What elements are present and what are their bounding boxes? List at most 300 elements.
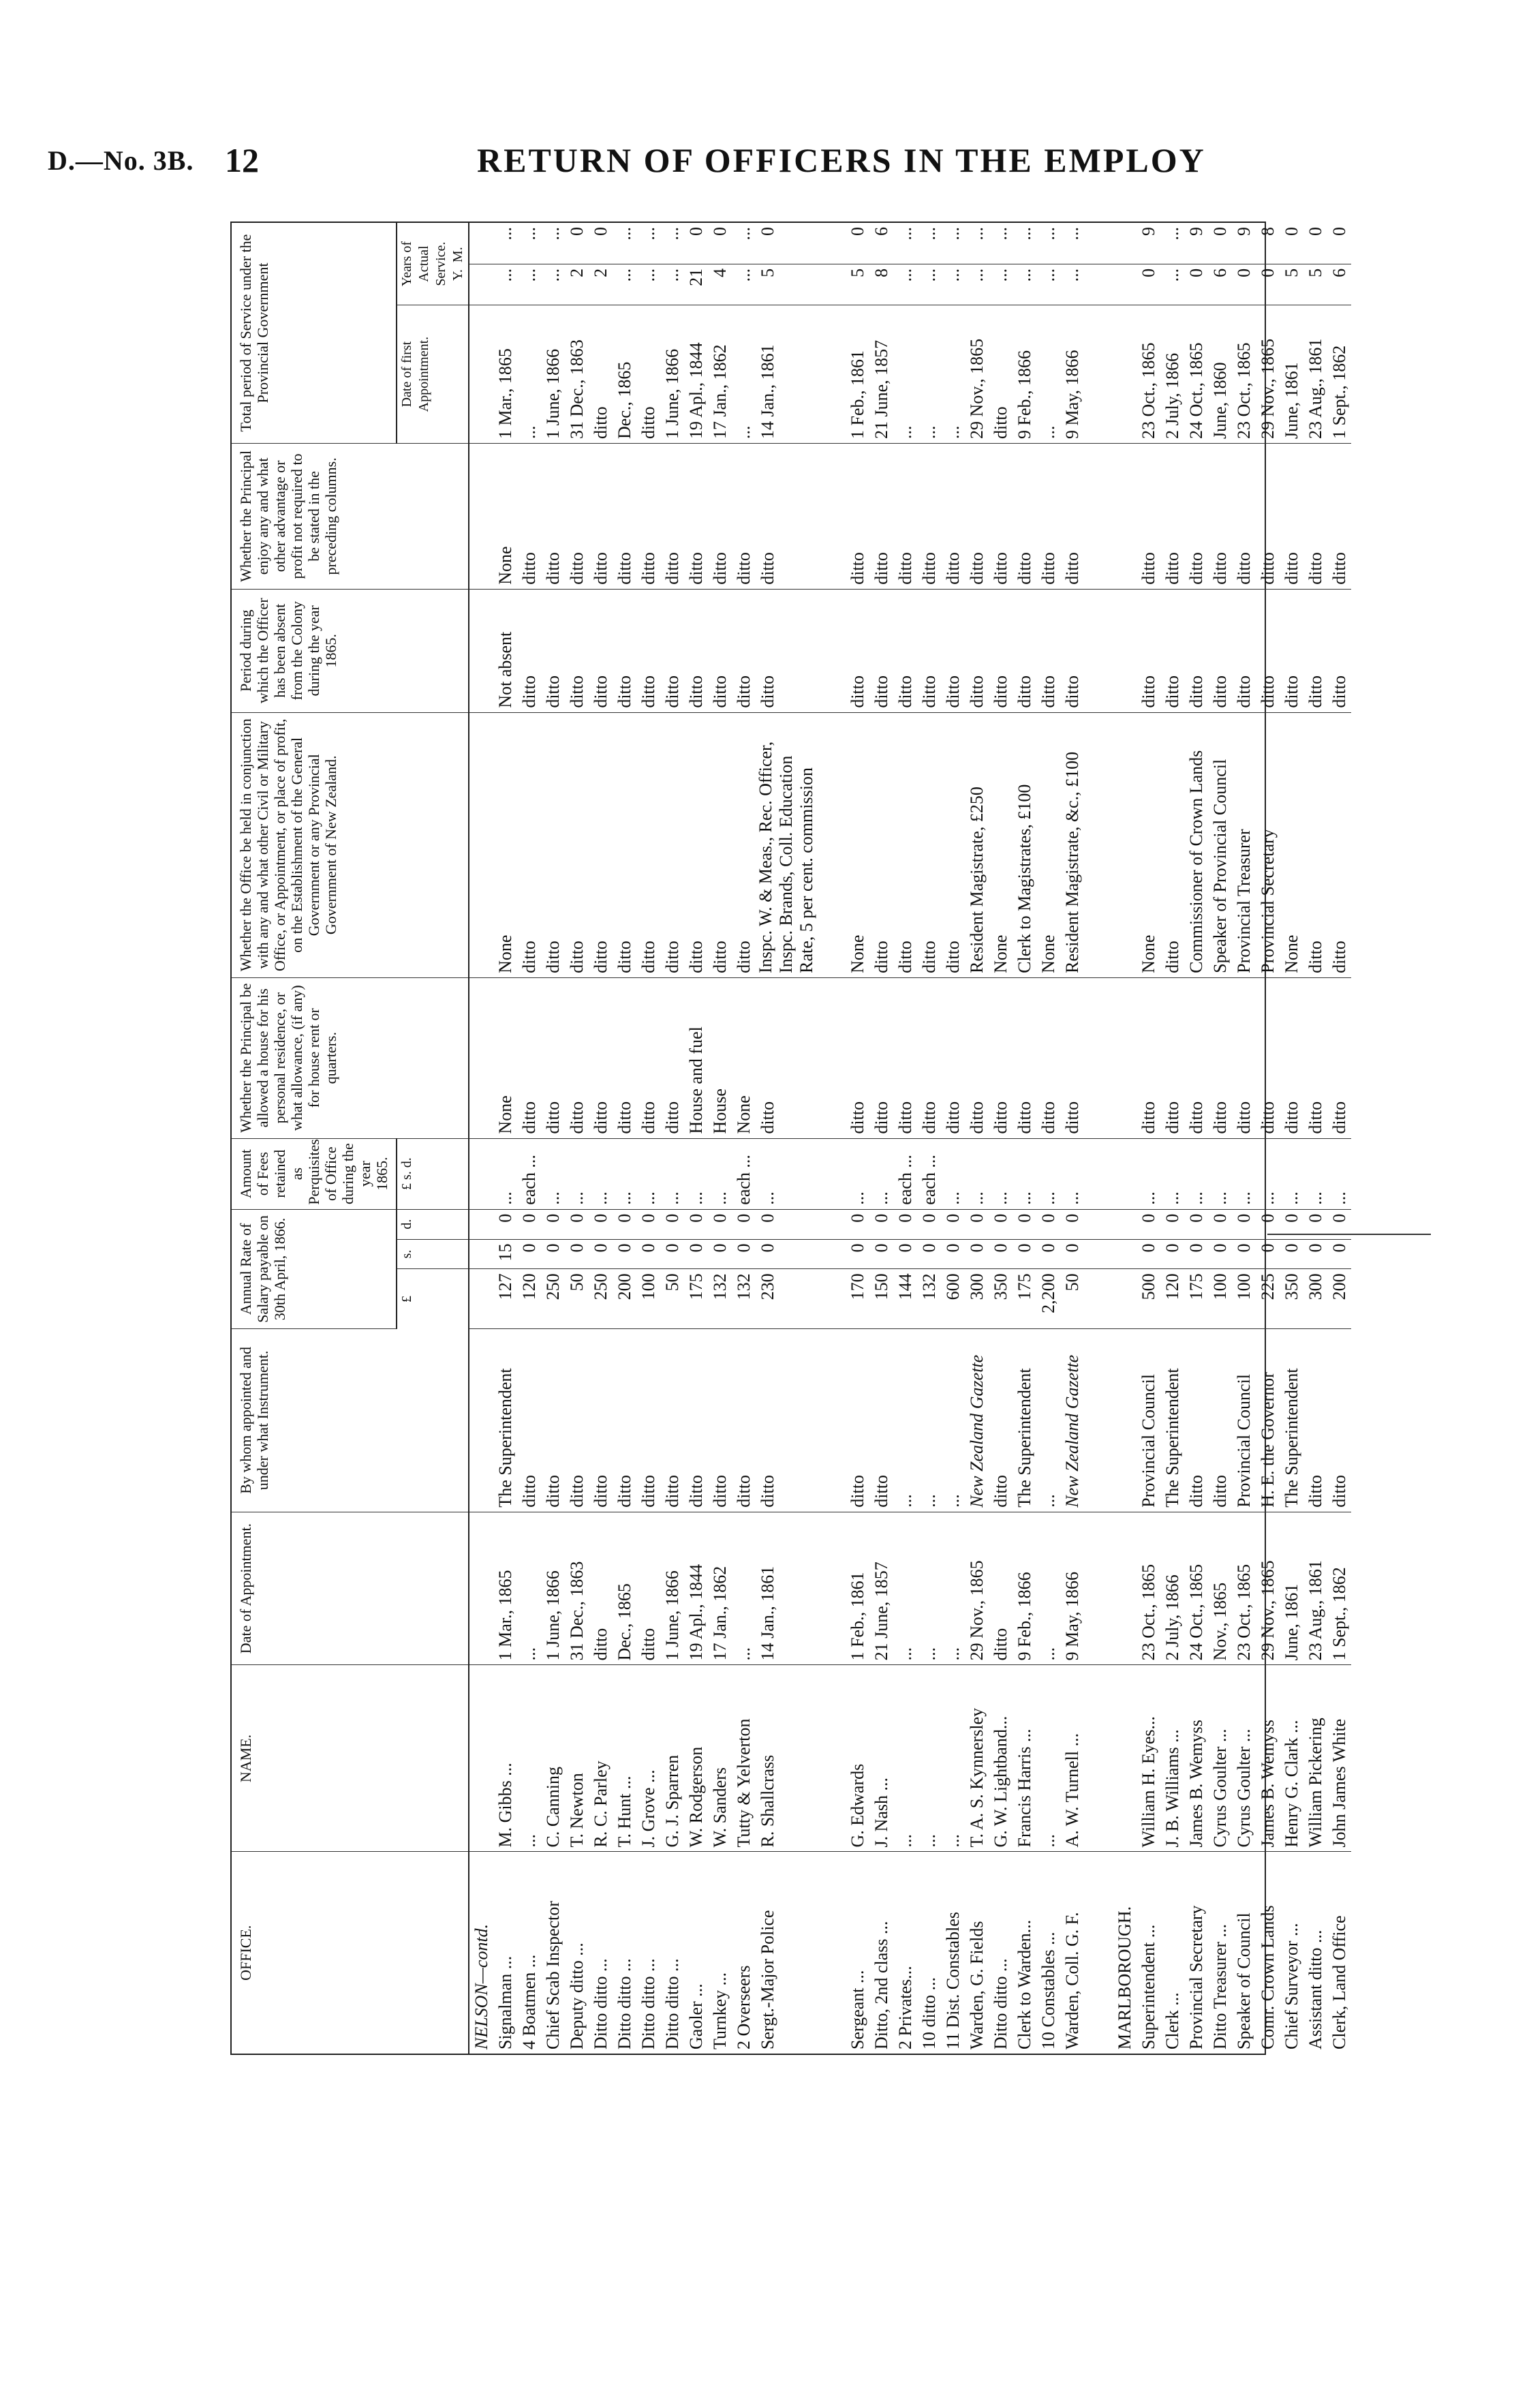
name-cell	[469, 1665, 493, 1852]
advantage-cell: ditto	[1137, 444, 1160, 590]
salary-pounds-cell: 200	[613, 1269, 636, 1329]
absence-cell: ditto	[941, 589, 965, 712]
fees-cell: ...	[660, 1138, 684, 1209]
advantage-cell: ditto	[589, 444, 613, 590]
other-office-cell: ditto	[589, 712, 613, 977]
office-cell: 4 Boatmen ...	[519, 1954, 539, 2049]
advantage-cell	[1113, 444, 1137, 590]
fees-cell: ...	[636, 1138, 660, 1209]
name-cell: G. W. Lightband...	[989, 1665, 1013, 1852]
advantage-cell: None	[493, 444, 517, 590]
office-cell: 10 Constables ...	[1038, 1932, 1058, 2049]
unit-fees: £ s. d.	[397, 1138, 469, 1209]
date-cell: Dec., 1865	[613, 1512, 636, 1665]
house-cell: ditto	[1060, 977, 1084, 1138]
appointed-by-cell: ...	[917, 1329, 941, 1512]
absence-cell: ditto	[1280, 589, 1303, 712]
salary-pence-cell: 0	[1184, 1209, 1208, 1239]
name-cell: William Pickering	[1303, 1665, 1327, 1852]
salary-pence-cell: 0	[846, 1209, 869, 1239]
months-cell: 6	[869, 223, 893, 264]
first-appointment-cell: 21 June, 1857	[869, 305, 893, 444]
salary-pounds-cell: 200	[1327, 1269, 1351, 1329]
years-cell: 2	[589, 264, 613, 305]
other-office-cell: None	[1280, 712, 1303, 977]
table-row	[965, 223, 989, 2054]
office-cell: 10 ditto ...	[919, 1977, 939, 2049]
other-office-cell: ditto	[941, 712, 965, 977]
date-cell: ditto	[989, 1512, 1013, 1665]
fees-cell: ...	[1327, 1138, 1351, 1209]
office-cell: 2 Overseers	[734, 1965, 754, 2049]
house-cell	[469, 977, 493, 1138]
salary-shillings-cell: 0	[517, 1239, 541, 1269]
appointed-by-cell: ditto	[684, 1329, 708, 1512]
salary-pounds-cell: 120	[1160, 1269, 1184, 1329]
name-cell: A. W. Turnell ...	[1060, 1665, 1084, 1852]
absence-cell: ditto	[660, 589, 684, 712]
appointed-by-cell: H. E. the Governor	[1256, 1329, 1280, 1512]
other-office-cell	[1113, 712, 1137, 977]
years-cell	[469, 264, 493, 305]
col-appointed-by: By whom appointed and under what Instrument.	[232, 1329, 469, 1512]
other-office-cell: ditto	[660, 712, 684, 977]
absence-cell: ditto	[636, 589, 660, 712]
advantage-cell: ditto	[660, 444, 684, 590]
table-row	[493, 223, 517, 2054]
salary-pounds-cell: 127	[493, 1269, 517, 1329]
salary-shillings-cell: 0	[989, 1239, 1013, 1269]
months-cell	[817, 223, 846, 264]
appointed-by-cell: The Superintendent	[493, 1329, 517, 1512]
absence-cell: ditto	[1327, 589, 1351, 712]
years-cell: 5	[1280, 264, 1303, 305]
fees-cell: ...	[541, 1138, 565, 1209]
house-cell: ditto	[1256, 977, 1280, 1138]
salary-pounds-cell: 350	[1280, 1269, 1303, 1329]
date-cell: 9 May, 1866	[1060, 1512, 1084, 1665]
office-cell	[1084, 1852, 1113, 2054]
salary-pence-cell: 0	[1060, 1209, 1084, 1239]
office-cell: 11 Dist. Constables	[943, 1912, 963, 2049]
other-office-cell: Speaker of Provincial Council	[1208, 712, 1232, 977]
other-office-cell: None	[1137, 712, 1160, 977]
advantage-cell: ditto	[1013, 444, 1036, 590]
house-cell: ditto	[1327, 977, 1351, 1138]
years-cell: ...	[965, 264, 989, 305]
first-appointment-cell: 17 Jan., 1862	[708, 305, 732, 444]
months-cell: ...	[660, 223, 684, 264]
fees-cell	[469, 1138, 493, 1209]
date-cell: 1 June, 1866	[660, 1512, 684, 1665]
absence-cell: ditto	[1303, 589, 1327, 712]
date-cell: 29 Nov., 1865	[965, 1512, 989, 1665]
name-cell: ...	[893, 1665, 917, 1852]
months-cell: 9	[1137, 223, 1160, 264]
months-cell: ...	[732, 223, 756, 264]
officers-return-table	[230, 222, 1349, 2055]
house-cell: ditto	[756, 977, 817, 1138]
col-salary: Annual Rate of Salary payable on 30th April, 1866.	[232, 1209, 397, 1328]
years-cell: ...	[1160, 264, 1184, 305]
salary-pence-cell: 0	[1303, 1209, 1327, 1239]
advantage-cell: ditto	[1160, 444, 1184, 590]
office-cell: Clerk ...	[1162, 1992, 1182, 2049]
absence-cell: ditto	[893, 589, 917, 712]
months-cell: ...	[893, 223, 917, 264]
table-row	[517, 223, 541, 2054]
first-appointment-cell: 1 June, 1866	[541, 305, 565, 444]
other-office-cell: ditto	[613, 712, 636, 977]
advantage-cell: ditto	[708, 444, 732, 590]
years-cell	[817, 264, 846, 305]
name-cell: J. B. Williams ...	[1160, 1665, 1184, 1852]
salary-pounds-cell: 50	[660, 1269, 684, 1329]
salary-pence-cell	[817, 1209, 846, 1239]
date-cell	[1113, 1512, 1137, 1665]
fees-cell: ...	[965, 1138, 989, 1209]
appointed-by-cell: ditto	[1208, 1329, 1232, 1512]
fees-cell	[1113, 1138, 1137, 1209]
absence-cell: ditto	[989, 589, 1013, 712]
fees-cell: each ...	[893, 1138, 917, 1209]
absence-cell: ditto	[708, 589, 732, 712]
salary-pence-cell: 0	[1327, 1209, 1351, 1239]
years-cell: 0	[1137, 264, 1160, 305]
appointed-by-cell	[1084, 1329, 1113, 1512]
absence-cell: ditto	[613, 589, 636, 712]
absence-cell: ditto	[1256, 589, 1280, 712]
date-cell: 24 Oct., 1865	[1184, 1512, 1208, 1665]
name-cell: John James White	[1327, 1665, 1351, 1852]
date-cell: 31 Dec., 1863	[565, 1512, 589, 1665]
salary-pence-cell: 0	[1208, 1209, 1232, 1239]
name-cell: ...	[1036, 1665, 1060, 1852]
office-cell: Warden, G. Fields	[967, 1921, 987, 2049]
house-cell: ditto	[613, 977, 636, 1138]
date-cell: 23 Oct., 1865	[1232, 1512, 1256, 1665]
other-office-cell: None	[1036, 712, 1060, 977]
table-row	[1303, 223, 1327, 2054]
house-cell: ditto	[1184, 977, 1208, 1138]
document-id: D.—No. 3B.	[48, 145, 194, 176]
appointed-by-cell: ditto	[1303, 1329, 1327, 1512]
salary-pounds-cell: 175	[1013, 1269, 1036, 1329]
other-office-cell: Inspc. W. & Meas., Rec. Officer, Inspc. Brands, Coll. Education Rate, 5 per cent. commission	[756, 712, 817, 977]
advantage-cell: ditto	[869, 444, 893, 590]
salary-pence-cell: 0	[660, 1209, 684, 1239]
first-appointment-cell: 29 Nov., 1865	[965, 305, 989, 444]
months-cell: ...	[1036, 223, 1060, 264]
other-office-cell: Clerk to Magistrates, £100	[1013, 712, 1036, 977]
table-row	[1232, 223, 1256, 2054]
other-office-cell: Resident Magistrate, &c., £100	[1060, 712, 1084, 977]
first-appointment-cell: 19 Apl., 1844	[684, 305, 708, 444]
table-row	[1013, 223, 1036, 2054]
salary-shillings-cell: 0	[1160, 1239, 1184, 1269]
years-cell: ...	[1013, 264, 1036, 305]
advantage-cell: ditto	[1232, 444, 1256, 590]
salary-shillings-cell: 0	[613, 1239, 636, 1269]
fees-cell: each ...	[732, 1138, 756, 1209]
months-cell: 0	[1208, 223, 1232, 264]
appointed-by-cell: New Zealand Gazette	[965, 1329, 989, 1512]
fees-cell	[1084, 1138, 1113, 1209]
other-office-cell	[817, 712, 846, 977]
years-cell: ...	[893, 264, 917, 305]
fees-cell: ...	[989, 1138, 1013, 1209]
absence-cell: ditto	[1060, 589, 1084, 712]
house-cell	[1084, 977, 1113, 1138]
other-office-cell: None	[846, 712, 869, 977]
name-cell: W. Sanders	[708, 1665, 732, 1852]
salary-shillings-cell: 0	[541, 1239, 565, 1269]
salary-shillings-cell	[1084, 1239, 1113, 1269]
advantage-cell	[469, 444, 493, 590]
date-cell: 23 Aug., 1861	[1303, 1512, 1327, 1665]
date-cell: 1 June, 1866	[541, 1512, 565, 1665]
fees-cell: each ...	[917, 1138, 941, 1209]
name-cell: ...	[517, 1665, 541, 1852]
appointed-by-cell: ditto	[846, 1329, 869, 1512]
house-cell: House and fuel	[684, 977, 708, 1138]
salary-shillings-cell: 0	[660, 1239, 684, 1269]
advantage-cell: ditto	[1256, 444, 1280, 590]
office-cell: Ditto ditto ...	[591, 1958, 611, 2049]
appointed-by-cell: The Superintendent	[1160, 1329, 1184, 1512]
years-cell: 8	[869, 264, 893, 305]
salary-shillings-cell: 0	[1327, 1239, 1351, 1269]
salary-pence-cell: 0	[541, 1209, 565, 1239]
fees-cell: ...	[1184, 1138, 1208, 1209]
col-absence: Period during which the Officer has been absent from the Colony during the year 1865.	[232, 589, 469, 712]
appointed-by-cell: New Zealand Gazette	[1060, 1329, 1084, 1512]
absence-cell: ditto	[756, 589, 817, 712]
absence-cell: ditto	[732, 589, 756, 712]
appointed-by-cell: ditto	[989, 1329, 1013, 1512]
months-cell: ...	[517, 223, 541, 264]
salary-pounds-cell	[817, 1269, 846, 1329]
advantage-cell: ditto	[1060, 444, 1084, 590]
months-cell	[1113, 223, 1137, 264]
date-cell: June, 1861	[1280, 1512, 1303, 1665]
house-cell: None	[493, 977, 517, 1138]
years-cell: 5	[846, 264, 869, 305]
first-appointment-cell: ditto	[589, 305, 613, 444]
table-row	[1036, 223, 1060, 2054]
house-cell: ditto	[660, 977, 684, 1138]
col-advantage: Whether the Principal enjoy any and what other advantage or profit not required to be stated in the preceding columns.	[232, 444, 469, 590]
first-appointment-cell: ...	[917, 305, 941, 444]
date-cell: 1 Feb., 1861	[846, 1512, 869, 1665]
name-cell: Henry G. Clark ...	[1280, 1665, 1303, 1852]
first-appointment-cell: 9 May, 1866	[1060, 305, 1084, 444]
unit-pence: d.	[397, 1209, 469, 1239]
fees-cell: ...	[941, 1138, 965, 1209]
advantage-cell: ditto	[965, 444, 989, 590]
salary-shillings-cell: 0	[1208, 1239, 1232, 1269]
date-cell: ...	[1036, 1512, 1060, 1665]
date-cell: 1 Mar., 1865	[493, 1512, 517, 1665]
date-cell: 29 Nov., 1865	[1256, 1512, 1280, 1665]
first-appointment-cell: 23 Aug., 1861	[1303, 305, 1327, 444]
appointed-by-cell: ditto	[517, 1329, 541, 1512]
salary-shillings-cell: 0	[869, 1239, 893, 1269]
name-cell: W. Rodgerson	[684, 1665, 708, 1852]
appointed-by-cell: ditto	[1327, 1329, 1351, 1512]
fees-cell: ...	[1208, 1138, 1232, 1209]
salary-pounds-cell	[1084, 1269, 1113, 1329]
appointed-by-cell: ...	[941, 1329, 965, 1512]
advantage-cell: ditto	[636, 444, 660, 590]
salary-pence-cell	[1084, 1209, 1113, 1239]
first-appointment-cell: 1 Sept., 1862	[1327, 305, 1351, 444]
absence-cell: ditto	[541, 589, 565, 712]
date-cell: Nov., 1865	[1208, 1512, 1232, 1665]
salary-shillings-cell: 0	[941, 1239, 965, 1269]
office-cell: Assistant ditto ...	[1306, 1930, 1325, 2049]
salary-pence-cell: 0	[613, 1209, 636, 1239]
years-cell	[1084, 264, 1113, 305]
salary-pence-cell: 0	[893, 1209, 917, 1239]
months-cell: 0	[708, 223, 732, 264]
salary-shillings-cell: 0	[1232, 1239, 1256, 1269]
salary-pence-cell: 0	[517, 1209, 541, 1239]
date-cell: 9 Feb., 1866	[1013, 1512, 1036, 1665]
first-appointment-cell: June, 1860	[1208, 305, 1232, 444]
first-appointment-cell: ...	[893, 305, 917, 444]
salary-shillings-cell: 0	[893, 1239, 917, 1269]
absence-cell	[469, 589, 493, 712]
years-cell: 0	[1184, 264, 1208, 305]
other-office-cell: ditto	[732, 712, 756, 977]
table-row	[732, 223, 756, 2054]
name-cell: William H. Eyes...	[1137, 1665, 1160, 1852]
salary-pounds-cell: 500	[1137, 1269, 1160, 1329]
salary-pounds-cell: 50	[565, 1269, 589, 1329]
years-cell: 5	[1303, 264, 1327, 305]
months-cell: 8	[1256, 223, 1280, 264]
appointed-by-cell: ditto	[636, 1329, 660, 1512]
name-cell: R. C. Parley	[589, 1665, 613, 1852]
other-office-cell: ditto	[917, 712, 941, 977]
other-office-cell: ditto	[869, 712, 893, 977]
salary-pounds-cell: 100	[1208, 1269, 1232, 1329]
first-appointment-cell: 23 Oct., 1865	[1232, 305, 1256, 444]
table-row	[1256, 223, 1280, 2054]
table-row	[613, 223, 636, 2054]
appointed-by-cell: ditto	[613, 1329, 636, 1512]
table-row	[1113, 223, 1137, 2054]
absence-cell: Not absent	[493, 589, 517, 712]
advantage-cell: ditto	[756, 444, 817, 590]
other-office-cell: ditto	[636, 712, 660, 977]
salary-pounds-cell: 100	[636, 1269, 660, 1329]
salary-pence-cell: 0	[493, 1209, 517, 1239]
other-office-cell: ditto	[893, 712, 917, 977]
house-cell: ditto	[517, 977, 541, 1138]
house-cell: ditto	[541, 977, 565, 1138]
office-cell: Clerk to Warden...	[1015, 1919, 1034, 2049]
date-cell: 14 Jan., 1861	[756, 1512, 817, 1665]
salary-shillings-cell: 0	[1303, 1239, 1327, 1269]
other-office-cell: ditto	[1303, 712, 1327, 977]
salary-shillings-cell: 0	[589, 1239, 613, 1269]
date-cell	[817, 1512, 846, 1665]
table-row	[1137, 223, 1160, 2054]
other-office-cell: None	[989, 712, 1013, 977]
office-cell: Ditto Treasurer ...	[1210, 1923, 1230, 2049]
office-cell: Chief Surveyor ...	[1282, 1923, 1301, 2049]
fees-cell: ...	[1303, 1138, 1327, 1209]
salary-pence-cell: 0	[589, 1209, 613, 1239]
absence-cell: ditto	[917, 589, 941, 712]
office-cell: Sergt.-Major Police	[758, 1910, 777, 2049]
house-cell: ditto	[589, 977, 613, 1138]
fees-cell: ...	[1280, 1138, 1303, 1209]
col-other-office: Whether the Office be held in conjunction with any and what other Civil or Military Office, or Appointment, or place of profit, on the Establishment of the General Government or any Provincial Government of New Zealand.	[232, 712, 469, 977]
absence-cell: ditto	[1036, 589, 1060, 712]
months-cell: 0	[846, 223, 869, 264]
name-cell: Cyrus Goulter ...	[1208, 1665, 1232, 1852]
advantage-cell: ditto	[1303, 444, 1327, 590]
years-cell: ...	[541, 264, 565, 305]
table-row	[660, 223, 684, 2054]
table-body	[469, 223, 1351, 2054]
advantage-cell: ditto	[893, 444, 917, 590]
office-cell: Chief Scab Inspector	[543, 1900, 563, 2049]
salary-shillings-cell: 0	[965, 1239, 989, 1269]
months-cell: ...	[1160, 223, 1184, 264]
months-cell: 9	[1232, 223, 1256, 264]
table-row	[817, 223, 846, 2054]
fees-cell: ...	[684, 1138, 708, 1209]
name-cell	[1084, 1665, 1113, 1852]
appointed-by-cell: The Superintendent	[1280, 1329, 1303, 1512]
date-cell: ditto	[589, 1512, 613, 1665]
house-cell: ditto	[1013, 977, 1036, 1138]
table-row	[1060, 223, 1084, 2054]
name-cell: T. Newton	[565, 1665, 589, 1852]
fees-cell: ...	[1036, 1138, 1060, 1209]
months-cell: ...	[613, 223, 636, 264]
other-office-cell	[469, 712, 493, 977]
house-cell: ditto	[1160, 977, 1184, 1138]
house-cell: None	[732, 977, 756, 1138]
date-cell: 1 Sept., 1862	[1327, 1512, 1351, 1665]
salary-pounds-cell: 250	[541, 1269, 565, 1329]
salary-pence-cell: 0	[732, 1209, 756, 1239]
table-row	[1184, 223, 1208, 2054]
date-cell	[469, 1512, 493, 1665]
salary-pence-cell: 0	[989, 1209, 1013, 1239]
fees-cell: ...	[756, 1138, 817, 1209]
fees-cell: ...	[1232, 1138, 1256, 1209]
months-cell	[1084, 223, 1113, 264]
name-cell: G. J. Sparren	[660, 1665, 684, 1852]
page-header	[0, 0, 1529, 204]
salary-pounds-cell: 175	[1184, 1269, 1208, 1329]
advantage-cell: ditto	[1036, 444, 1060, 590]
salary-pence-cell: 0	[917, 1209, 941, 1239]
salary-pounds-cell: 132	[732, 1269, 756, 1329]
date-cell: ...	[517, 1512, 541, 1665]
months-cell: ...	[1013, 223, 1036, 264]
table-row	[756, 223, 817, 2054]
first-appointment-cell: 2 July, 1866	[1160, 305, 1184, 444]
table-row	[636, 223, 660, 2054]
first-appointment-cell: 1 June, 1866	[660, 305, 684, 444]
